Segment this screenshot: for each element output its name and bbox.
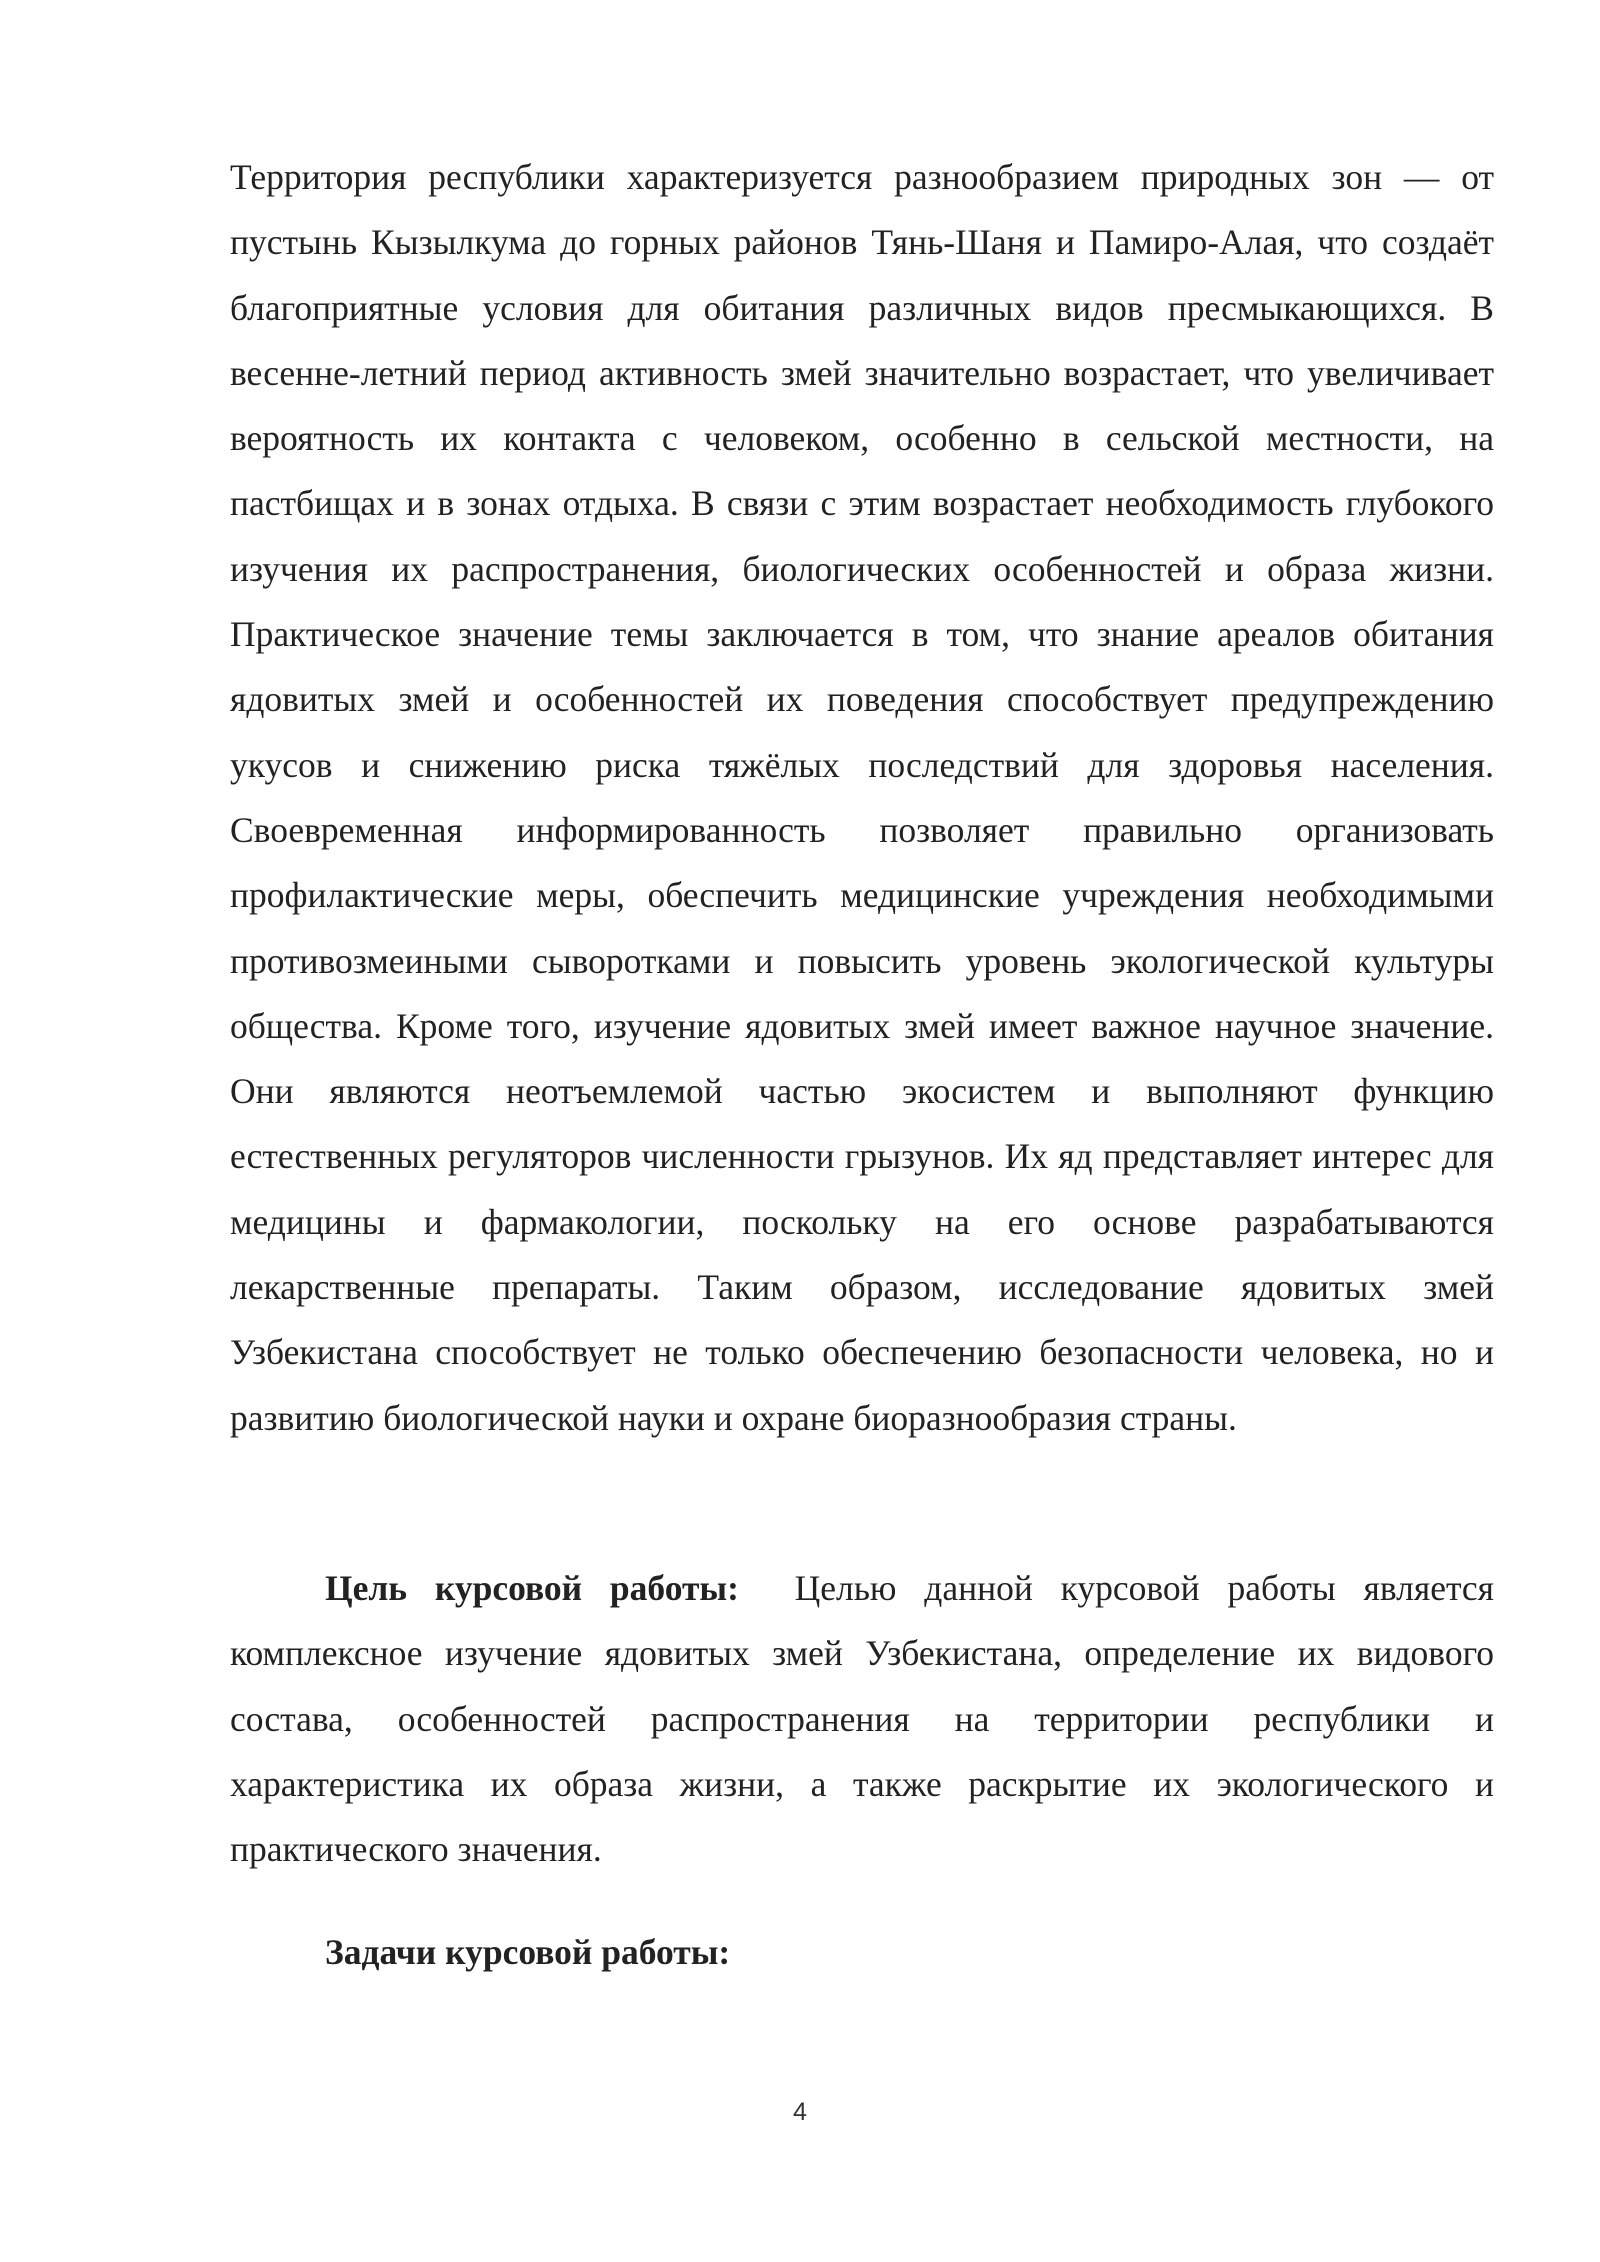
goal-paragraph <box>230 1556 1494 1882</box>
goal-label: Цель курсовой работы: <box>325 1568 739 1608</box>
page-number: 4 <box>793 2098 807 2126</box>
goal-text: Целью данной курсовой работы является комплексное изучение ядовитых змей Узбекистана, определение их видового состава, особенностей распространения на территории республики и характеристика их образа жизни, а также раскрытие их экологического и практического значения. <box>230 1568 1494 1870</box>
tasks-heading: Задачи курсовой работы: <box>325 1932 731 1972</box>
intro-paragraph: Территория республики характеризуется разнообразием природных зон — от пустынь Кызылкума до горных районов Тянь-Шаня и Памиро-Алая, что создаёт благоприятные условия для обитания различных видов пресмыкающихся. В весенне-летний период активность змей значительно возрастает, что увеличивает вероятность их контакта с человеком, особенно в сельской местности, на пастбищах и в зонах отдыха. В связи с этим возрастает необходимость глубокого изучения их распространения, биологических особенностей и образа жизни. Практическое значение темы заключается в том, что знание ареалов обитания ядовитых змей и особенностей их поведения способствует предупреждению укусов и снижению риска тяжёлых последствий для здоровья населения. Своевременная информированность позволяет правильно организовать профилактические меры, обеспечить медицинские учреждения необходимыми противозмеиными сыворотками и повысить уровень экологической культуры общества. Кроме того, изучение ядовитых змей имеет важное научное значение. Они являются неотъемлемой частью экосистем и выполняют функцию естественных регуляторов численности грызунов. Их яд представляет интерес для медицины и фармакологии, поскольку на его основе разрабатываются лекарственные препараты. Таким образом, исследование ядовитых змей Узбекистана способствует не только обеспечению безопасности человека, но и развитию биологической науки и охране биоразнообразия страны. <box>230 157 1494 1438</box>
